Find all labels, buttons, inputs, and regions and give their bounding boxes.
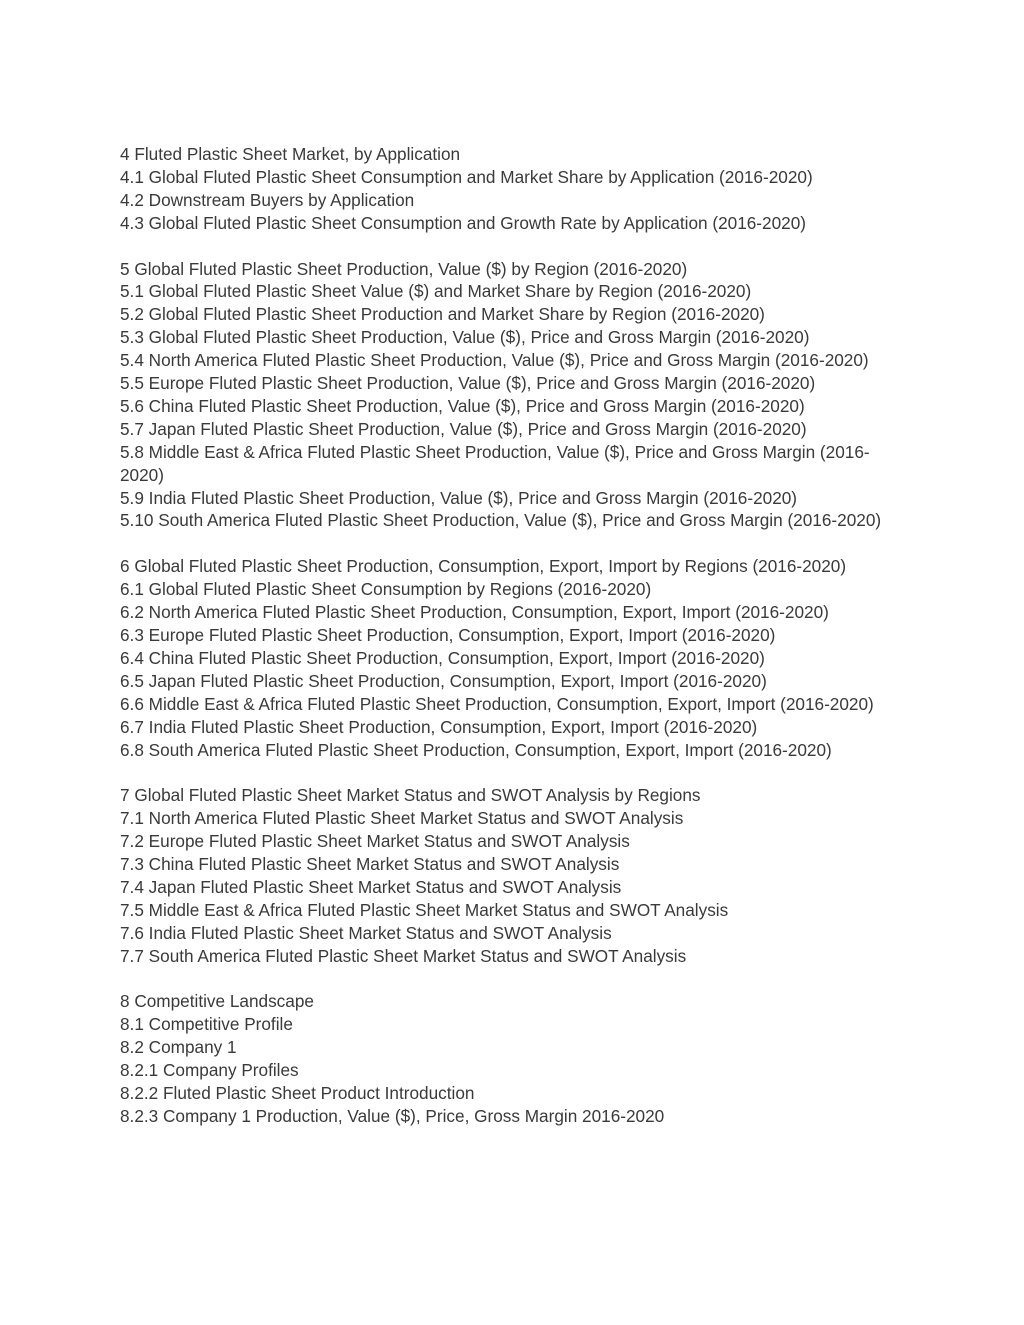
toc-entry: 5.8 Middle East & Africa Fluted Plastic Sheet Production, Value ($), Price and Gross Margin (2016-2020) [120,441,870,485]
toc-section-7 [120,784,910,967]
toc-entry: 5.10 South America Fluted Plastic Sheet Production, Value ($), Price and Gross Margin (2016-2020) [120,510,882,531]
toc-entry: 7.7 South America Fluted Plastic Sheet Market Status and SWOT Analysis [120,945,687,966]
toc-entry: 8.2.3 Company 1 Production, Value ($), Price, Gross Margin 2016-2020 [120,1106,665,1126]
toc-heading: 7 Global Fluted Plastic Sheet Market Status and SWOT Analysis by Regions [120,785,701,806]
toc-entry: 7.6 India Fluted Plastic Sheet Market Status and SWOT Analysis [120,922,612,943]
toc-entry: 6.6 Middle East & Africa Fluted Plastic Sheet Production, Consumption, Export, Import (2016-2020) [120,693,874,714]
toc-entry: 6.5 Japan Fluted Plastic Sheet Production, Consumption, Export, Import (2016-2020) [120,670,767,691]
toc-section-8 [120,990,910,1127]
toc-entry: 8.2 Company 1 [120,1037,237,1058]
toc-heading: 4 Fluted Plastic Sheet Market, by Application [120,144,461,164]
toc-entry: 7.4 Japan Fluted Plastic Sheet Market Status and SWOT Analysis [120,876,622,897]
toc-entry: 5.1 Global Fluted Plastic Sheet Value ($) and Market Share by Region (2016-2020) [120,281,752,302]
toc-entry: 7.2 Europe Fluted Plastic Sheet Market Status and SWOT Analysis [120,831,630,852]
toc-entry: 5.3 Global Fluted Plastic Sheet Production, Value ($), Price and Gross Margin (2016-2020) [120,327,810,348]
toc-entry: 6.2 North America Fluted Plastic Sheet Production, Consumption, Export, Import (2016-2020) [120,602,829,623]
toc-heading: 8 Competitive Landscape [120,991,314,1012]
toc-entry: 6.1 Global Fluted Plastic Sheet Consumption by Regions (2016-2020) [120,579,652,600]
toc-section-6 [120,555,910,761]
toc-entry: 5.4 North America Fluted Plastic Sheet Production, Value ($), Price and Gross Margin (2016-2020) [120,350,869,371]
toc-entry: 7.1 North America Fluted Plastic Sheet Market Status and SWOT Analysis [120,808,684,829]
toc-entry: 7.5 Middle East & Africa Fluted Plastic Sheet Market Status and SWOT Analysis [120,899,729,920]
table-of-contents [120,143,910,1151]
toc-section-4 [120,143,910,235]
toc-entry: 8.1 Competitive Profile [120,1014,293,1035]
toc-entry: 6.7 India Fluted Plastic Sheet Production, Consumption, Export, Import (2016-2020) [120,716,758,737]
toc-entry: 5.2 Global Fluted Plastic Sheet Production and Market Share by Region (2016-2020) [120,304,765,325]
toc-entry: 4.3 Global Fluted Plastic Sheet Consumption and Growth Rate by Application (2016-2020) [120,212,806,233]
toc-entry: 5.5 Europe Fluted Plastic Sheet Production, Value ($), Price and Gross Margin (2016-2020) [120,373,816,394]
toc-heading: 5 Global Fluted Plastic Sheet Production, Value ($) by Region (2016-2020) [120,258,688,279]
toc-heading: 6 Global Fluted Plastic Sheet Production, Consumption, Export, Import by Regions (2016-2020) [120,556,847,577]
toc-entry: 5.6 China Fluted Plastic Sheet Production, Value ($), Price and Gross Margin (2016-2020) [120,395,805,416]
toc-entry: 7.3 China Fluted Plastic Sheet Market Status and SWOT Analysis [120,854,620,875]
toc-entry: 6.3 Europe Fluted Plastic Sheet Production, Consumption, Export, Import (2016-2020) [120,625,776,645]
toc-entry: 6.8 South America Fluted Plastic Sheet Production, Consumption, Export, Import (2016-2020) [120,739,832,760]
toc-entry: 6.4 China Fluted Plastic Sheet Production, Consumption, Export, Import (2016-2020) [120,647,765,668]
toc-entry: 8.2.2 Fluted Plastic Sheet Product Introduction [120,1083,475,1104]
toc-entry: 4.1 Global Fluted Plastic Sheet Consumption and Market Share by Application (2016-2020) [120,166,813,187]
toc-entry: 5.7 Japan Fluted Plastic Sheet Production, Value ($), Price and Gross Margin (2016-2020) [120,418,807,439]
toc-entry: 4.2 Downstream Buyers by Application [120,189,415,210]
toc-section-5 [120,258,910,533]
toc-entry: 8.2.1 Company Profiles [120,1060,299,1081]
toc-entry: 5.9 India Fluted Plastic Sheet Production, Value ($), Price and Gross Margin (2016-2020) [120,487,798,508]
